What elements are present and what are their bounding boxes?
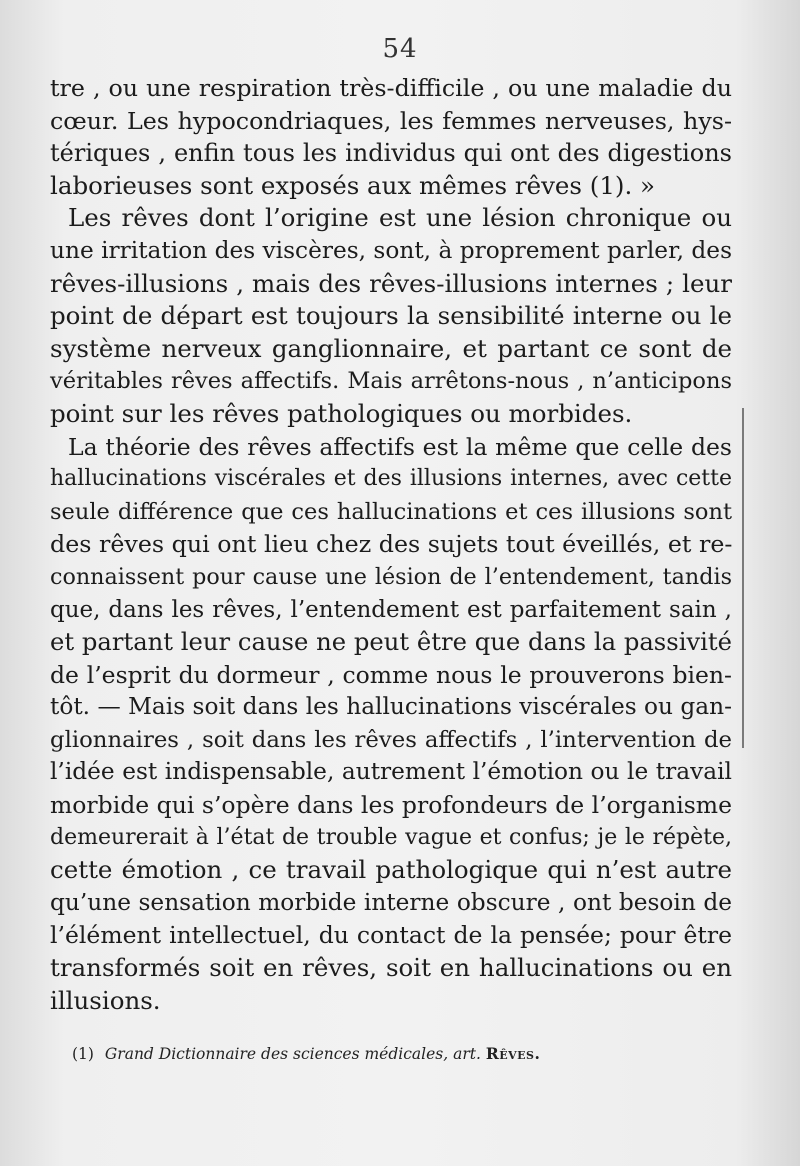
text-line: Les rêves dont l’origine est une lésion chronique ou — [68, 203, 732, 233]
body-text — [50, 72, 732, 1017]
text-line: demeurerait à l’état de trouble vague et confus; je le répète, — [50, 824, 732, 850]
text-line: connaissent pour cause une lésion de l’entendement, tandis — [50, 563, 732, 590]
text-line: qu’une sensation morbide interne obscure , ont besoin de — [50, 888, 732, 916]
text-line: illusions. — [50, 985, 161, 1015]
text-line: rêves-illusions , mais des rêves-illusions internes ; leur — [50, 268, 732, 298]
text-line: morbide qui s’opère dans les profondeurs de l’organisme — [50, 791, 732, 820]
text-line: laborieuses sont exposés aux mêmes rêves (1). » — [50, 170, 656, 200]
footnote-marker: (1) — [72, 1045, 94, 1063]
text-line: glionnaires , soit dans les rêves affectifs , l’intervention de — [50, 726, 732, 753]
text-line: tre , ou une respiration très-difficile , ou une maladie du — [50, 74, 732, 102]
text-line: point de départ est toujours la sensibilité interne ou le — [50, 301, 732, 331]
text-line: seule différence que ces hallucinations et ces illusions sont — [50, 498, 732, 525]
margin-pencil-mark — [742, 408, 749, 748]
text-line: l’élément intellectuel, du contact de la pensée; pour être — [50, 921, 732, 950]
text-line: cette émotion , ce travail pathologique qui n’est autre — [50, 855, 732, 885]
text-line: une irritation des viscères, sont, à proprement parler, des — [50, 236, 732, 264]
text-line: des rêves qui ont lieu chez des sujets tout éveillés, et re- — [50, 530, 733, 559]
text-line: tôt. — Mais soit dans les hallucinations viscérales ou gan- — [50, 693, 732, 721]
text-line: point sur les rêves pathologiques ou morbides. — [50, 398, 633, 428]
text-line: et partant leur cause ne peut être que dans la passivité — [50, 627, 732, 657]
footnote-text: Grand Dictionnaire des sciences médicales, art. — [104, 1045, 481, 1063]
text-line: tériques , enfin tous les individus qui ont des digestions — [50, 139, 732, 168]
text-line: véritables rêves affectifs. Mais arrêtons-nous , n’anticipons — [50, 368, 732, 395]
text-line: que, dans les rêves, l’entendement est parfaitement sain , — [50, 596, 732, 623]
text-line: hallucinations viscérales et des illusions internes, avec cette — [50, 466, 732, 492]
text-line: cœur. Les hypocondriaques, les femmes nerveuses, hys- — [50, 106, 732, 135]
text-line: système nerveux ganglionnaire, et partant ce sont de — [50, 333, 732, 363]
footnote — [72, 1044, 712, 1063]
text-line: l’idée est indispensable, autrement l’émotion ou le travail — [50, 758, 732, 786]
text-line: transformés soit en rêves, soit en hallucinations ou en — [50, 953, 732, 983]
text-line: La théorie des rêves affectifs est la même que celle des — [68, 432, 732, 461]
footnote-entry: Rêves. — [485, 1044, 541, 1063]
text-line: de l’esprit du dormeur , comme nous le prouverons bien- — [50, 660, 732, 689]
page-number: 54 — [382, 34, 418, 64]
